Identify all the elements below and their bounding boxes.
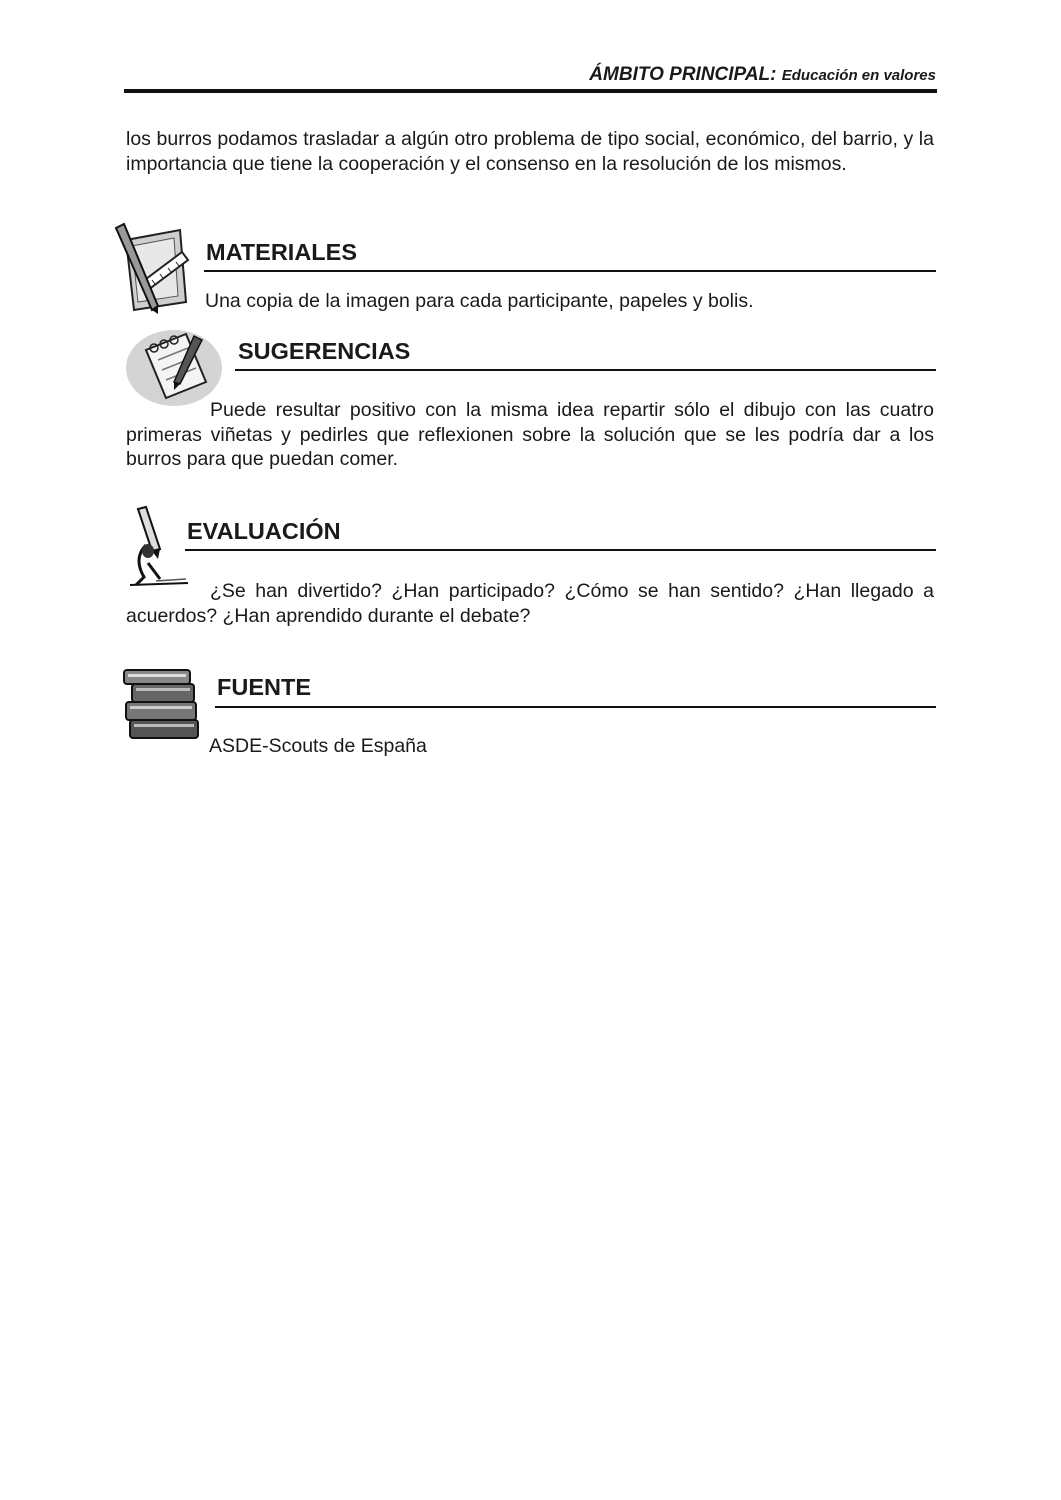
intro-paragraph: los burros podamos trasladar a algún otro problema de tipo social, económico, del barrio, y la importancia que tiene la cooperación y el consenso en la resolución de los mismos. — [126, 128, 934, 175]
fuente-title: FUENTE — [217, 674, 311, 700]
materiales-text: Una copia de la imagen para cada participante, papeles y bolis. — [205, 290, 754, 312]
materiales-title: MATERIALES — [206, 239, 358, 265]
evaluacion-title: EVALUACIÓN — [187, 518, 341, 544]
fuente-text: ASDE-Scouts de España — [209, 735, 427, 757]
sugerencias-title: SUGERENCIAS — [238, 338, 411, 364]
evaluacion-rule — [185, 549, 936, 551]
header-sub: Educación en valores — [781, 67, 936, 84]
sugerencias-text: Puede resultar positivo con la misma idea repartir sólo el dibujo con las cuatro primeras viñetas y pedirles que reflexionen sobre la solución que se les podría dar a los burros para que puedan comer. — [126, 399, 934, 470]
header-main: ÁMBITO PRINCIPAL: — [589, 64, 777, 85]
paper-ruler-pencil-icon — [112, 222, 192, 314]
page-header — [589, 64, 936, 86]
notepad-pencil-icon — [124, 324, 224, 408]
sugerencias-rule — [235, 369, 936, 371]
book-stack-icon — [122, 668, 206, 746]
evaluacion-text: ¿Se han divertido? ¿Han participado? ¿Cómo se han sentido? ¿Han llegado a acuerdos? ¿Han aprendido durante el debate? — [126, 580, 934, 627]
fuente-rule — [215, 706, 936, 708]
header-rule — [124, 89, 937, 93]
pencil-figure-icon — [126, 505, 192, 589]
materiales-rule — [204, 270, 936, 272]
